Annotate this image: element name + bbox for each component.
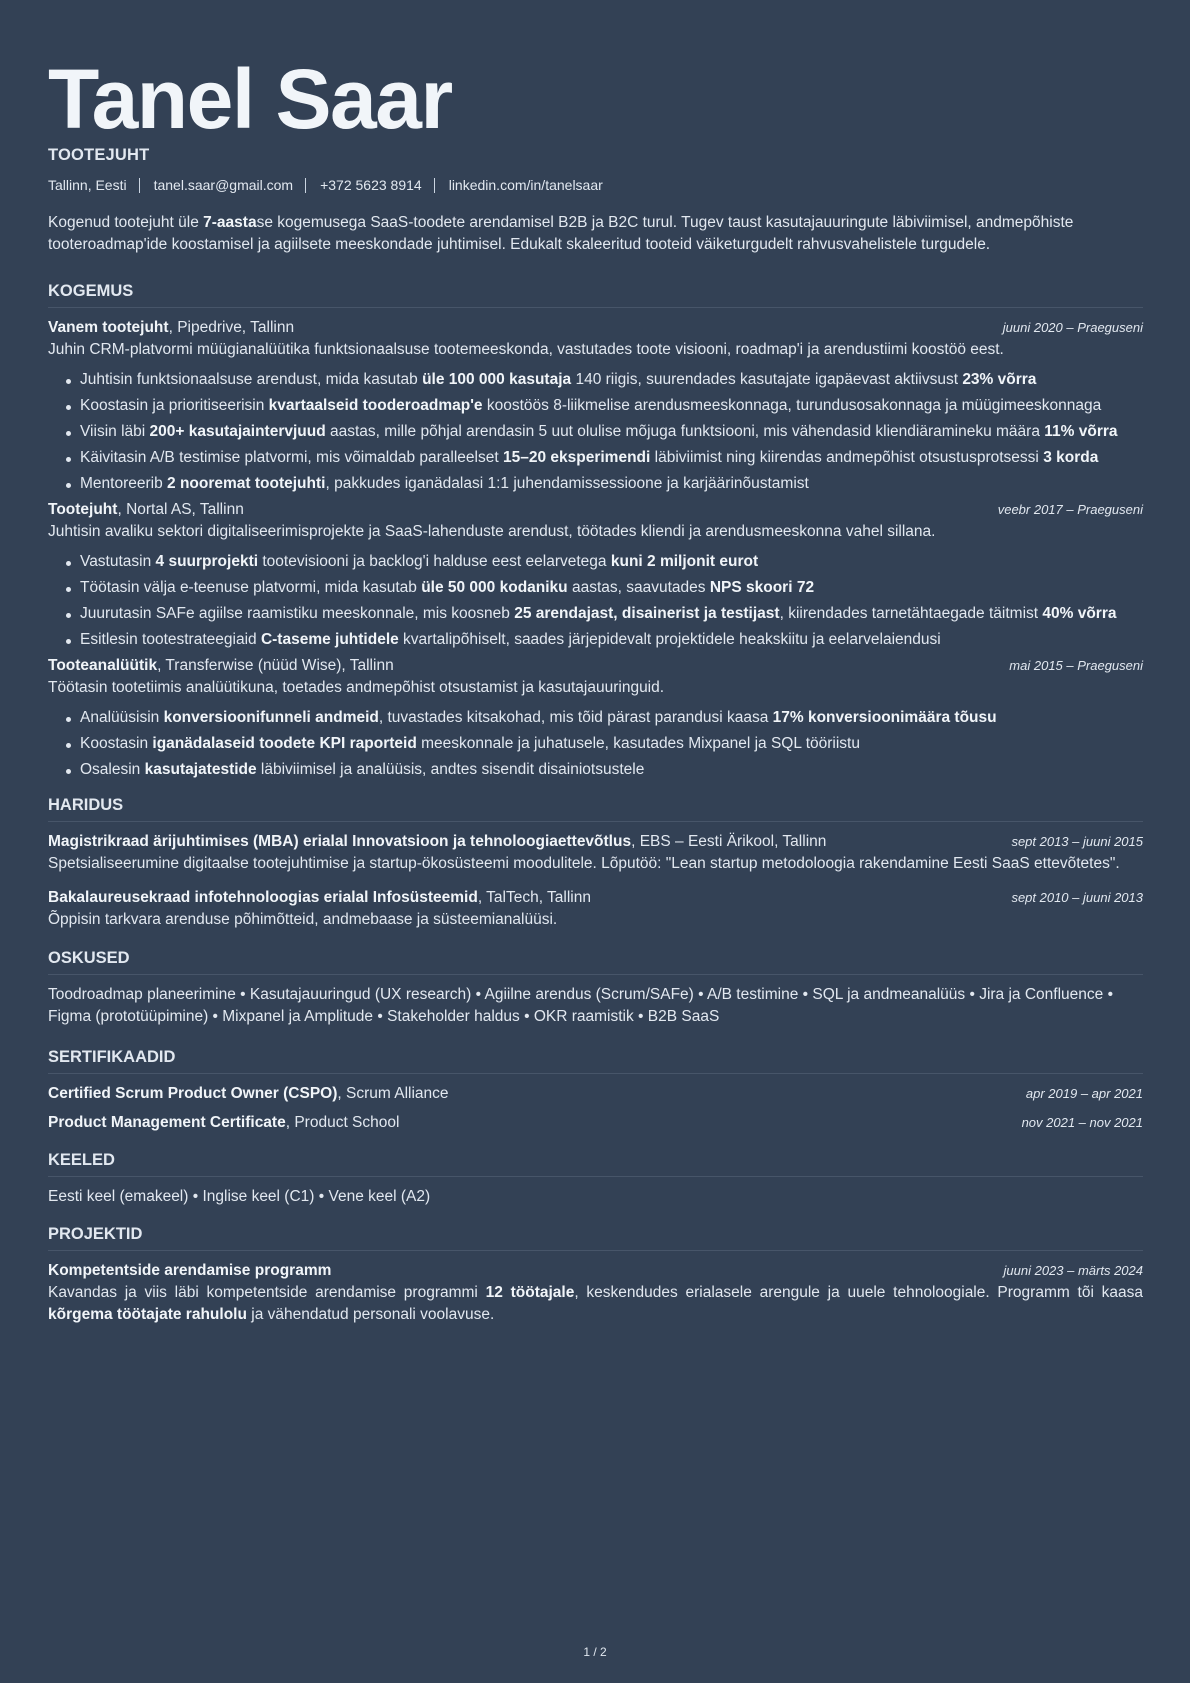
certificate-issuer: , Scrum Alliance	[337, 1085, 449, 1102]
job-entry	[48, 499, 1143, 651]
contact-email[interactable]: tanel.saar@gmail.com	[153, 177, 294, 193]
job-company: , Pipedrive, Tallinn	[168, 319, 295, 336]
text: Käivitasin A/B testimise platvormi, mis võimaldab paralleelset	[80, 449, 503, 466]
job-title: TOOTEJUHT	[48, 146, 150, 164]
degree: Magistrikraad ärijuhtimises (MBA) erialal Innovatsioon ja tehnoloogiaettevõtlus	[48, 833, 632, 850]
contact-line	[48, 177, 1143, 193]
bullet-item	[80, 551, 1143, 573]
job-header	[48, 499, 1143, 521]
certificate-date: apr 2019 – apr 2021	[1025, 1086, 1143, 1101]
experience-section	[48, 282, 1143, 781]
text: meeskonnale ja juhatusele, kasutades Mixpanel ja SQL tööriistu	[416, 735, 860, 752]
bullet-item	[80, 395, 1143, 417]
job-title-line	[48, 499, 244, 521]
section-heading: HARIDUS	[48, 796, 1143, 822]
text: Koostasin ja prioritiseerisin	[80, 397, 269, 414]
bold-text: 4 suurprojekti	[155, 553, 259, 570]
text: aastas, mille põhjal arendasin 5 uut olulise mõjuga funktsiooni, mis vähendasid kliendiäramineku määra	[325, 423, 1045, 440]
education-description: Õppisin tarkvara arenduse põhimõtteid, andmebaase ja süsteemianalüüsi.	[48, 911, 558, 928]
skills-section	[48, 949, 1143, 1028]
text: 140 riigis, suurendades kasutajate igapäevast aktiivsust	[571, 371, 963, 388]
bold-text: 11% võrra	[1044, 423, 1118, 440]
section-heading: KEELED	[48, 1151, 1143, 1177]
job-bullets	[48, 707, 1143, 781]
certificate-issuer: , Product School	[285, 1114, 400, 1131]
education-list	[48, 831, 1143, 931]
bullet-item	[80, 707, 1143, 729]
skills-text: Toodroadmap planeerimine • Kasutajauuringud (UX research) • Agiilne arendus (Scrum/SAFe) • A/B testimine • SQL ja andmeanalüüs • Jira ja Confluence • Figma (prototüüpimine) • Mixpanel ja Amplitude • Stakeholder haldus • OKR raamistik • B2B SaaS	[48, 986, 1113, 1025]
education-entry	[48, 887, 1143, 931]
text: aastas, saavutades	[567, 579, 710, 596]
section-heading: PROJEKTID	[48, 1225, 1143, 1251]
certificates-section	[48, 1048, 1143, 1134]
contact-location: Tallinn, Eesti	[48, 177, 127, 193]
job-role: Tooteanalüütik	[48, 657, 158, 674]
project-date: juuni 2023 – märts 2024	[1003, 1263, 1143, 1278]
summary: Kogenud tootejuht üle 7-aastase kogemusega SaaS-toodete arendamisel B2B ja B2C turul. Tugev taust kasutajauuringute läbiviimisel, andmepõhiste tooteroadmap'ide koostamisel ja agiilsete meeskondade juhtimisel. Edukalt skaleeritud tooteid väiketurgudelt rahvusvahelistele turgudele.	[48, 214, 1074, 253]
bold-text: iganädalaseid toodete KPI raporteid	[152, 735, 417, 752]
job-description: Juhtisin avaliku sektori digitaliseerimisprojekte ja SaaS-lahenduste arendust, töötades kliendi ja arendusmeeskonna vahel sillana.	[48, 523, 936, 540]
certificates-list	[48, 1083, 1143, 1134]
bold-text: 12 töötajale	[485, 1284, 575, 1301]
job-bullets	[48, 551, 1143, 651]
bullet-item	[80, 369, 1143, 391]
bullet-item	[80, 577, 1143, 599]
certificate-name: Certified Scrum Product Owner (CSPO)	[48, 1085, 338, 1102]
education-entry	[48, 831, 1143, 875]
education-date: sept 2013 – juuni 2015	[1011, 834, 1143, 849]
bullet-item	[80, 447, 1143, 469]
text: Kavandas ja viis läbi kompetentside arendamise programmi	[48, 1284, 486, 1301]
bold-text: 2 nooremat tootejuhti	[167, 475, 326, 492]
section-heading: OSKUSED	[48, 949, 1143, 975]
text: Vastutasin	[80, 553, 156, 570]
job-description: Töötasin tootetiimis analüütikuna, toetades andmepõhist otsustamist ja kasutajauuringuid.	[48, 679, 665, 696]
education-header	[48, 831, 1143, 853]
job-company: , Transferwise (nüüd Wise), Tallinn	[157, 657, 394, 674]
job-role: Vanem tootejuht	[48, 319, 169, 336]
text: , keskendudes erialasele arengule ja uuele tehnoloogiale. Programm tõi kaasa	[574, 1284, 1144, 1301]
education-header	[48, 887, 1143, 909]
job-header	[48, 655, 1143, 677]
contact-linkedin[interactable]: linkedin.com/in/tanelsaar	[448, 177, 603, 193]
school: , EBS – Eesti Ärikool, Tallinn	[631, 833, 827, 850]
bold-text: konversioonifunneli andmeid	[163, 709, 379, 726]
education-section	[48, 796, 1143, 931]
bold-text: 200+ kasutajaintervjuud	[149, 423, 326, 440]
job-description: Juhin CRM-platvormi müügianalüütika funktsionaalsuse tootemeeskonda, vastutades toote visiooni, roadmap'i ja arendustiimi koostöö eest.	[48, 341, 1004, 358]
text: , pakkudes iganädalasi 1:1 juhendamissessioone ja karjäärinõustamist	[325, 475, 809, 492]
jobs-list	[48, 317, 1143, 781]
bullet-item	[80, 421, 1143, 443]
bold-text: 23% võrra	[962, 371, 1037, 388]
degree: Bakalaureusekraad infotehnoloogias erialal Infosüsteemid	[48, 889, 478, 906]
bold-text: C-taseme juhtidele	[260, 631, 399, 648]
job-date: veebr 2017 – Praeguseni	[997, 502, 1143, 517]
project-name: Kompetentside arendamise programm	[48, 1262, 332, 1279]
text: läbiviimist ning kiirendas andmepõhist otsustusprotsessi	[650, 449, 1044, 466]
certificate-title-line	[48, 1083, 449, 1105]
text: Töötasin välja e-teenuse platvormi, mida kasutab	[80, 579, 422, 596]
bold-text: 17% konversioonimäära tõusu	[772, 709, 997, 726]
text: kvartalipõhiselt, saades järjepidevalt projektidele heakskiitu ja eelarvelaiendusi	[398, 631, 941, 648]
certificate-title-line	[48, 1112, 399, 1134]
job-title-line	[48, 317, 294, 339]
projects-section	[48, 1225, 1143, 1326]
education-title-line	[48, 831, 826, 853]
text: koostöös 8-liikmelise arendusmeeskonnaga, turundusosakonnaga ja müügimeeskonnaga	[482, 397, 1102, 414]
bullet-item	[80, 759, 1143, 781]
job-date: mai 2015 – Praeguseni	[1009, 658, 1143, 673]
text: Koostasin	[80, 735, 153, 752]
job-company: , Nortal AS, Tallinn	[117, 501, 244, 518]
bold-text: üle 100 000 kasutaja	[422, 371, 572, 388]
bold-text: 3 korda	[1043, 449, 1099, 466]
bold-text: NPS skoori 72	[709, 579, 815, 596]
divider	[139, 178, 140, 193]
certificate-entry	[48, 1083, 1143, 1105]
languages-section	[48, 1151, 1143, 1208]
section-heading: SERTIFIKAADID	[48, 1048, 1143, 1074]
contact-phone[interactable]: +372 5623 8914	[320, 177, 422, 193]
job-date: juuni 2020 – Praeguseni	[1002, 320, 1143, 335]
projects-list	[48, 1260, 1143, 1326]
text: Esitlesin tootestrateegiaid	[80, 631, 261, 648]
text: tootevisiooni ja backlog'i halduse eest eelarvetega	[258, 553, 611, 570]
languages-text: Eesti keel (emakeel) • Inglise keel (C1) • Vene keel (A2)	[48, 1188, 431, 1205]
bold-text: 40% võrra	[1042, 605, 1117, 622]
text: Analüüsisin	[80, 709, 164, 726]
divider	[305, 178, 306, 193]
job-bullets	[48, 369, 1143, 495]
job-title-line	[48, 655, 394, 677]
text: läbiviimisel ja analüüsis, andtes sisendit disainiotsustele	[256, 761, 645, 778]
text: , kiirendades tarnetähtaegade täitmist	[779, 605, 1043, 622]
bold-text: 25 arendajast, disainerist ja testijast	[514, 605, 780, 622]
bold-text: kuni 2 miljonit eurot	[610, 553, 759, 570]
job-role: Tootejuht	[48, 501, 118, 518]
certificate-date: nov 2021 – nov 2021	[1021, 1115, 1143, 1130]
text: Juurutasin SAFe agiilse raamistiku meeskonnale, mis koosneb	[80, 605, 515, 622]
bold-text: kõrgema töötajate rahulolu	[48, 1306, 247, 1323]
bullet-item	[80, 629, 1143, 651]
resume-page	[48, 0, 1143, 1326]
bold-text: kasutajatestide	[144, 761, 257, 778]
bullet-item	[80, 473, 1143, 495]
project-entry	[48, 1260, 1143, 1326]
education-title-line	[48, 887, 591, 909]
bullet-item	[80, 603, 1143, 625]
text: ja vähendatud personali voolavuse.	[246, 1306, 495, 1323]
certificate-entry	[48, 1112, 1143, 1134]
section-heading: KOGEMUS	[48, 282, 1143, 308]
text: , tuvastades kitsakohad, mis tõid pärast parandusi kaasa	[378, 709, 773, 726]
job-entry	[48, 317, 1143, 495]
school: , TalTech, Tallinn	[477, 889, 591, 906]
project-description	[48, 1282, 1143, 1326]
project-header	[48, 1260, 1143, 1282]
text: Juhtisin funktsionaalsuse arendust, mida kasutab	[80, 371, 423, 388]
certificate-name: Product Management Certificate	[48, 1114, 286, 1131]
bold-text: kvartaalseid tooderoadmap'e	[268, 397, 483, 414]
text: Mentoreerib	[80, 475, 168, 492]
text: Viisin läbi	[80, 423, 150, 440]
education-description: Spetsialiseerumine digitaalse tootejuhtimise ja startup-ökosüsteemi moodulitele. Lõputöö: "Lean startup metodoloogia rakendamine Eesti SaaS ettevõtetes".	[48, 855, 1120, 872]
education-date: sept 2010 – juuni 2013	[1011, 890, 1143, 905]
bullet-item	[80, 733, 1143, 755]
bold-text: 15–20 eksperimendi	[502, 449, 651, 466]
divider	[434, 178, 435, 193]
text: Osalesin	[80, 761, 145, 778]
page-number: 1 / 2	[583, 1645, 607, 1659]
person-name: Tanel Saar	[48, 52, 452, 146]
job-entry	[48, 655, 1143, 781]
bold-text: üle 50 000 kodaniku	[421, 579, 568, 596]
job-header	[48, 317, 1143, 339]
